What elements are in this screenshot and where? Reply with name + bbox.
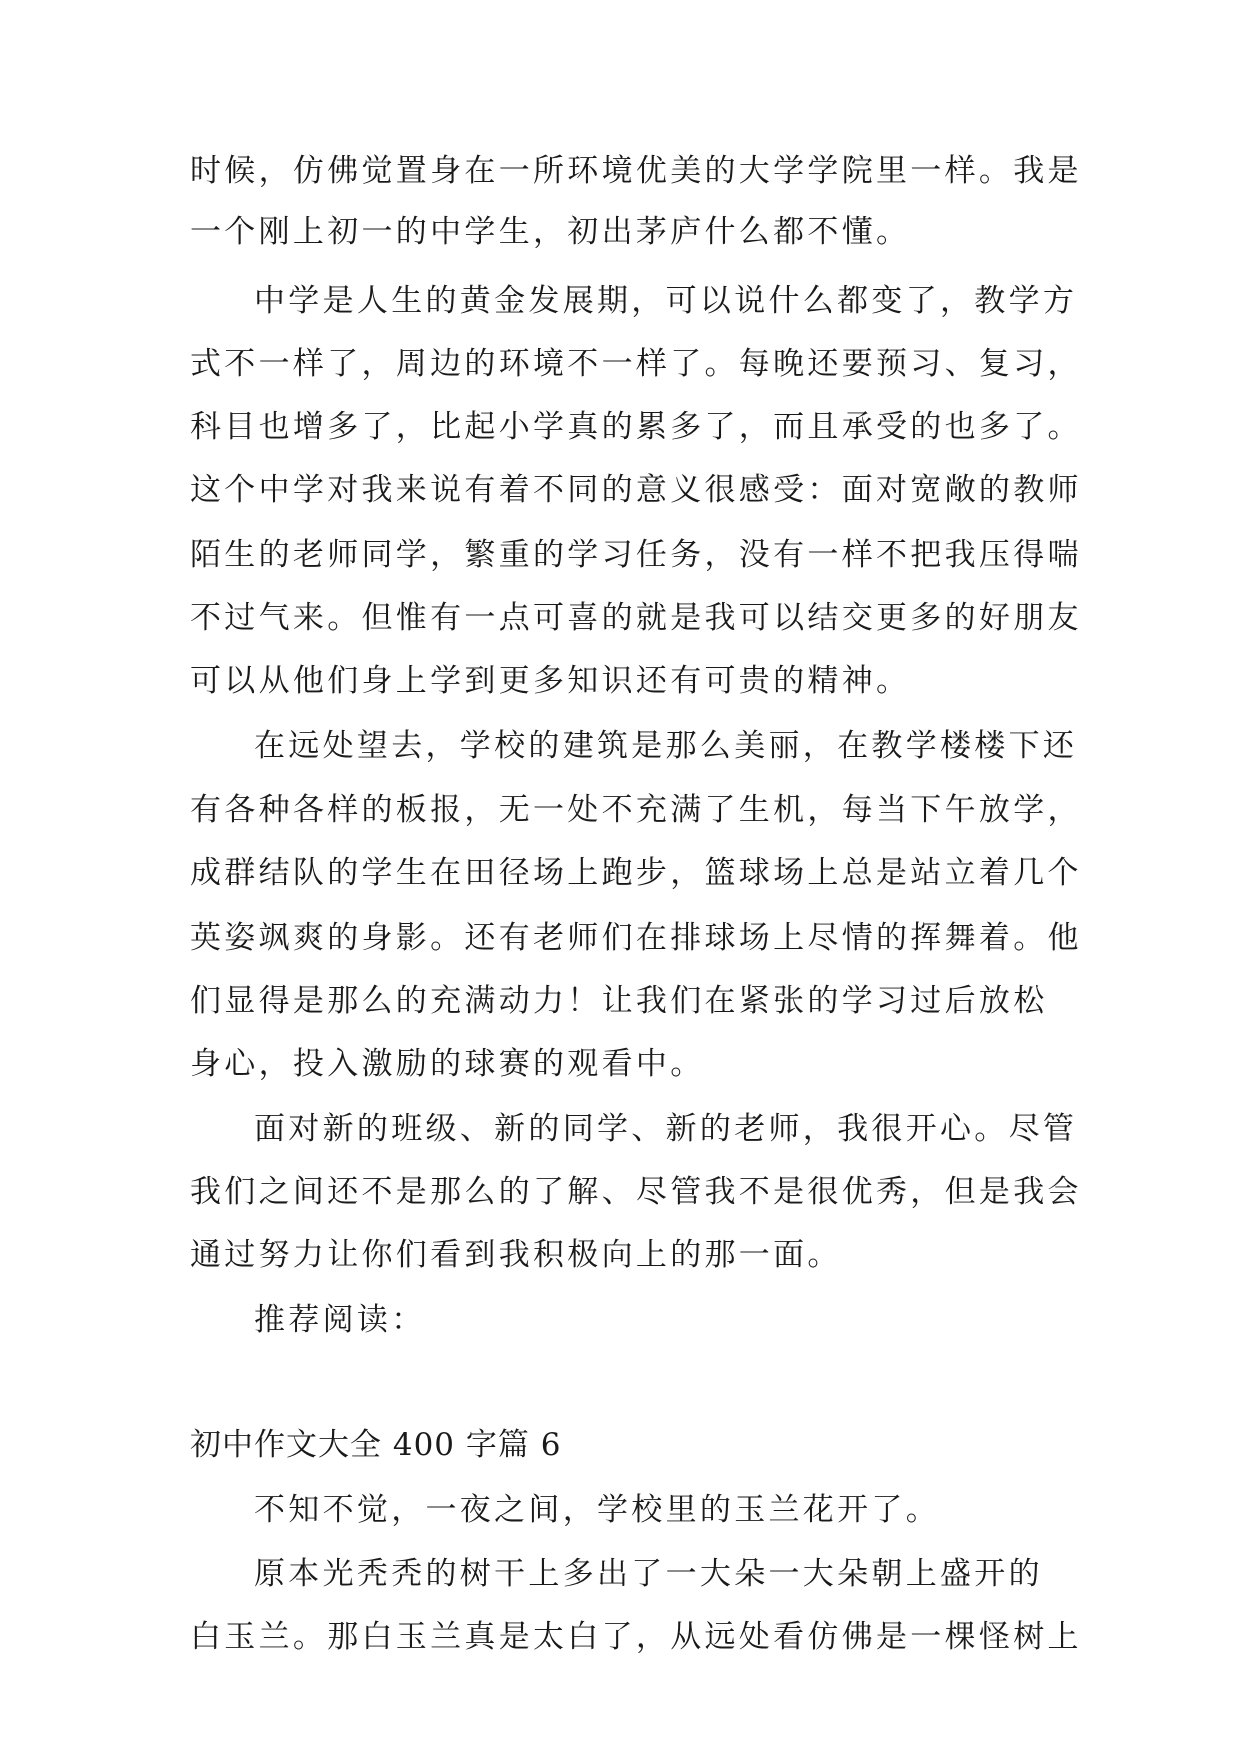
paragraph-start-line: 面对新的班级、新的同学、新的老师，我很开心。尽管 (254, 1111, 1078, 1147)
recommended-reading-label: 推荐阅读： (254, 1302, 426, 1338)
text-line: 陌生的老师同学，繁重的学习任务，没有一样不把我压得喘 (190, 537, 1082, 573)
text-line: 式不一样了，周边的环境不一样了。每晚还要预习、复习， (190, 346, 1082, 382)
section-heading: 初中作文大全 400 字篇 6 (190, 1427, 562, 1463)
text-line: 时候，仿佛觉置身在一所环境优美的大学学院里一样。我是 (190, 153, 1082, 189)
text-line: 可以从他们身上学到更多知识还有可贵的精神。 (190, 663, 911, 699)
text-line: 我们之间还不是那么的了解、尽管我不是很优秀，但是我会 (190, 1174, 1082, 1210)
paragraph-start-line: 中学是人生的黄金发展期，可以说什么都变了，教学方 (254, 283, 1078, 319)
text-line: 英姿飒爽的身影。还有老师们在排球场上尽情的挥舞着。他 (190, 920, 1082, 956)
text-line: 科目也增多了，比起小学真的累多了，而且承受的也多了。 (190, 409, 1082, 445)
paragraph-start-line: 在远处望去，学校的建筑是那么美丽，在教学楼楼下还 (254, 728, 1078, 764)
text-line: 这个中学对我来说有着不同的意义很感受：面对宽敞的教师 (190, 472, 1082, 508)
text-line: 通过努力让你们看到我积极向上的那一面。 (190, 1237, 842, 1273)
paragraph-start-line: 原本光秃秃的树干上多出了一大朵一大朵朝上盛开的 (254, 1556, 1043, 1592)
paragraph-start-line: 不知不觉，一夜之间，学校里的玉兰花开了。 (254, 1492, 940, 1528)
text-line: 成群结队的学生在田径场上跑步，篮球场上总是站立着几个 (190, 855, 1082, 891)
text-line: 白玉兰。那白玉兰真是太白了，从远处看仿佛是一棵怪树上 (190, 1619, 1082, 1655)
text-line: 有各种各样的板报，无一处不充满了生机，每当下午放学， (190, 792, 1082, 828)
text-line: 一个刚上初一的中学生，初出茅庐什么都不懂。 (190, 214, 911, 250)
text-line: 不过气来。但惟有一点可喜的就是我可以结交更多的好朋友 (190, 600, 1082, 636)
text-line: 身心，投入激励的球赛的观看中。 (190, 1046, 705, 1082)
text-line: 们显得是那么的充满动力！让我们在紧张的学习过后放松 (190, 983, 1048, 1019)
